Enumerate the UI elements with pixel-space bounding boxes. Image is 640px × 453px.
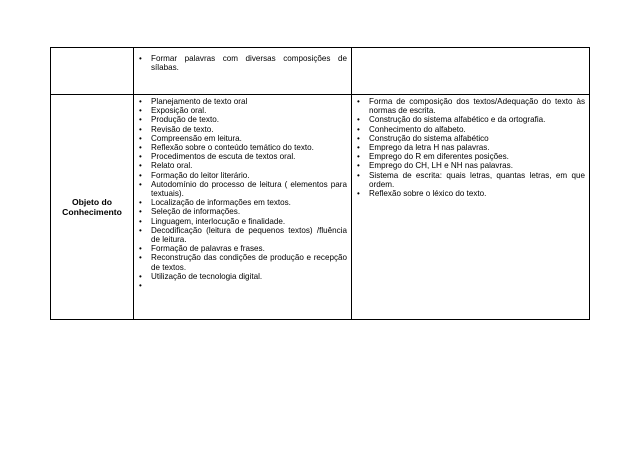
bullet-icon: • (357, 97, 360, 106)
table-row (51, 95, 590, 320)
row-label-cell (51, 95, 134, 320)
list-item (139, 226, 347, 244)
list-item (357, 115, 585, 124)
bullet-icon: • (139, 152, 142, 162)
list-item-text: Construção do sistema alfabético (369, 133, 489, 143)
list-item-text: Autodomínio do processo de leitura ( elementos para textuais). (151, 179, 347, 199)
list-item-text: Decodificação (leitura de pequenos textos) /fluência de leitura. (151, 225, 347, 245)
list-item-text: Emprego do R em diferentes posições. (369, 152, 509, 162)
list-item-text: Utilização de tecnologia digital. (151, 271, 263, 281)
list-item-text: Exposição oral. (151, 106, 207, 116)
bullet-icon: • (357, 161, 360, 171)
list-item-text: Procedimentos de escuta de textos oral. (151, 152, 296, 162)
list-item-text: Reflexão sobre o conteúdo temático do texto. (151, 143, 314, 153)
list-item-text: Construção do sistema alfabético e da ortografia. (369, 115, 546, 125)
list-item (139, 115, 347, 124)
list-item (139, 97, 347, 106)
list-item (139, 198, 347, 207)
list-item (139, 106, 347, 115)
bullet-icon: • (139, 115, 142, 125)
list-item (357, 152, 585, 161)
bullet-icon: • (139, 225, 142, 235)
table-row (51, 48, 590, 95)
bullet-icon: • (357, 124, 360, 134)
list-item-text: Emprego do CH, LH e NH nas palavras. (369, 161, 513, 171)
list-item (139, 54, 347, 72)
list-item (139, 143, 347, 152)
bullet-icon: • (139, 253, 142, 263)
knowledge-cell (352, 95, 590, 320)
list-item (139, 161, 347, 170)
bullet-icon: • (139, 161, 142, 171)
list-item (357, 171, 585, 189)
skills-list (134, 95, 351, 291)
knowledge-list (352, 48, 589, 54)
skills-cell (134, 95, 352, 320)
bullet-icon: • (357, 115, 360, 125)
bullet-icon: • (139, 170, 142, 180)
list-item-text: Reflexão sobre o léxico do texto. (369, 189, 487, 199)
list-item-text: Linguagem, interlocução e finalidade. (151, 216, 286, 226)
bullet-icon: • (139, 271, 142, 281)
content-table (50, 47, 590, 320)
list-item (139, 244, 347, 253)
list-item (357, 97, 585, 115)
bullet-icon: • (357, 170, 360, 180)
bullet-icon: • (357, 152, 360, 162)
list-item-text: Conhecimento do alfabeto. (369, 124, 466, 134)
bullet-icon: • (139, 207, 142, 217)
bullet-icon: • (139, 179, 142, 189)
bullet-icon: • (139, 244, 142, 254)
list-item-text: Produção de texto. (151, 115, 219, 125)
list-item-text: Localização de informações em textos. (151, 198, 291, 208)
list-item-text: Formar palavras com diversas composições de sílabas. (151, 54, 347, 73)
skills-list (134, 48, 351, 72)
bullet-icon: • (139, 106, 142, 116)
empty-cell (352, 48, 590, 95)
list-item (357, 161, 585, 170)
bullet-icon: • (139, 97, 142, 106)
list-item-text: Forma de composição dos textos/Adequação do texto às normas de escrita. (369, 97, 585, 116)
bullet-icon: • (357, 133, 360, 143)
list-item-text: Seleção de informações. (151, 207, 241, 217)
bullet-icon: • (139, 216, 142, 226)
row-label-cell (51, 48, 134, 95)
bullet-icon: • (139, 143, 142, 153)
list-item-text: Formação de palavras e frases. (151, 244, 265, 254)
list-item-text: Revisão de texto. (151, 124, 214, 134)
list-item (357, 189, 585, 198)
list-item (139, 207, 347, 216)
list-item (139, 217, 347, 226)
list-item-text: Emprego da letra H nas palavras. (369, 143, 490, 153)
list-item (139, 272, 347, 281)
list-item (139, 125, 347, 134)
bullet-icon: • (139, 54, 142, 63)
bullet-icon: • (357, 189, 360, 199)
list-item (357, 125, 585, 134)
row-label: Objeto do Conhecimento (62, 196, 122, 217)
list-item (357, 143, 585, 152)
bullet-icon: • (139, 281, 142, 291)
knowledge-list (352, 95, 589, 198)
list-item (139, 171, 347, 180)
bullet-icon: • (139, 133, 142, 143)
list-item-text: Sistema de escrita: quais letras, quantas letras, em que ordem. (369, 170, 585, 189)
skills-cell (134, 48, 352, 95)
list-item (139, 134, 347, 143)
list-item (139, 152, 347, 161)
list-item-text: Planejamento de texto oral (151, 97, 248, 106)
list-item-text: Compreensão em leitura. (151, 133, 242, 143)
bullet-icon: • (139, 198, 142, 208)
bullet-icon: • (357, 143, 360, 153)
list-item-text: Reconstrução das condições de produção e recepção de textos. (151, 253, 347, 272)
list-item (139, 180, 347, 198)
list-item (357, 134, 585, 143)
list-item (139, 253, 347, 271)
list-item-text: Formação do leitor literário. (151, 170, 250, 180)
bullet-icon: • (139, 124, 142, 134)
list-item-text: Relato oral. (151, 161, 193, 171)
